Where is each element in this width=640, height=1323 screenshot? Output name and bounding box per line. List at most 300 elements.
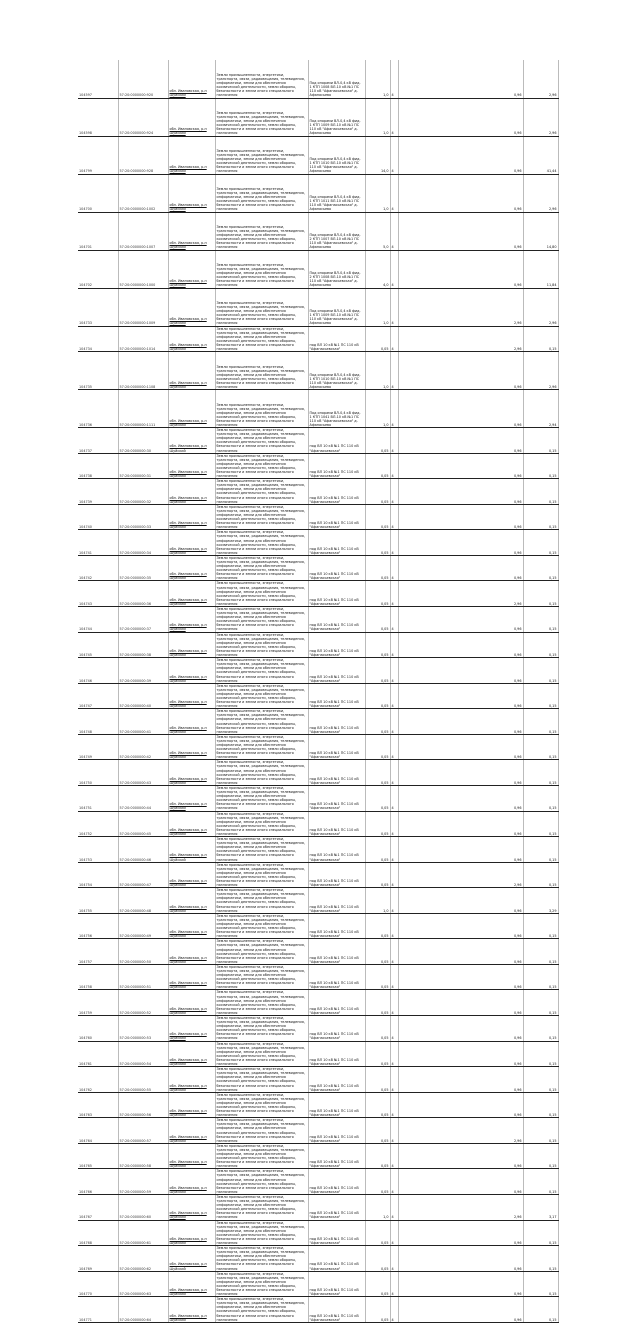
address-cell: обл. Ивановская, р-н Шуйский <box>168 811 215 837</box>
sum-cell: 0,15 <box>523 837 558 863</box>
cadastral-number-cell: 57:20:0000000:40 <box>118 683 168 709</box>
empty-cell <box>398 60 460 98</box>
land-category-cell: Земли промышленности, энергетики, транспорта, связи, радиовещания, телевидения, информатики, земли для обеспечения космической деятельности, земли обороны, безопасности и земли иного специального назначения <box>215 658 308 684</box>
coefficient-cell: 4 <box>390 60 398 98</box>
land-category-cell: Земли промышленности, энергетики, транспорта, связи, радиовещания, телевидения, информатики, земли для обеспечения космической деятельности, земли обороны, безопасности и земли иного специального назначения <box>215 811 308 837</box>
rate-cell: 2,96 <box>495 862 523 888</box>
coefficient-cell: 4 <box>390 250 398 288</box>
rate-cell: 0,96 <box>495 964 523 990</box>
table-row <box>78 555 558 581</box>
empty-cell <box>398 607 460 633</box>
land-category-cell: Земли промышленности, энергетики, транспорта, связи, радиовещания, телевидения, информатики, земли для обеспечения космической деятельности, земли обороны, безопасности и земли иного специального назначения <box>215 428 308 454</box>
sum-cell: 0,15 <box>523 555 558 581</box>
address-cell: обл. Ивановская, р-н Шуйский <box>168 1220 215 1246</box>
cadastral-number-cell: 57:20:0000000:64 <box>118 1297 168 1323</box>
empty-cell <box>460 250 495 288</box>
permitted-use-cell: Под опорами ВЛ-0,4 кВ фид. 2 КТП 1007 ВЛ-10 кВ №1 ПС 110 кВ "Афанасьевская" д. Афанасьево <box>308 212 365 250</box>
address-cell: обл. Ивановская, р-н Шуйский <box>168 862 215 888</box>
coefficient-cell: 4 <box>390 1067 398 1093</box>
empty-cell <box>460 504 495 530</box>
land-category-cell: Земли промышленности, энергетики, транспорта, связи, радиовещания, телевидения, информатики, земли для обеспечения космической деятельности, земли обороны, безопасности и земли иного специального назначения <box>215 530 308 556</box>
table-row <box>78 888 558 914</box>
empty-cell <box>460 174 495 212</box>
empty-cell <box>398 1271 460 1297</box>
empty-cell <box>460 1118 495 1144</box>
empty-cell <box>398 1067 460 1093</box>
plot-id-cell: 104752 <box>78 811 118 837</box>
table-row <box>78 837 558 863</box>
empty-cell <box>398 632 460 658</box>
land-category-cell: Земли промышленности, энергетики, транспорта, связи, радиовещания, телевидения, информатики, земли для обеспечения космической деятельности, земли обороны, безопасности и земли иного специального назначения <box>215 479 308 505</box>
cadastral-number-cell: 57:20:0000000:54 <box>118 1041 168 1067</box>
rate-cell: 0,96 <box>495 632 523 658</box>
sum-cell: 2,96 <box>523 352 558 390</box>
address-cell: обл. Ивановская, р-н Шуйский <box>168 734 215 760</box>
empty-cell <box>460 683 495 709</box>
cadastral-number-cell: 57:20:0000000:55 <box>118 1067 168 1093</box>
coefficient-cell: 4 <box>390 555 398 581</box>
empty-cell <box>460 1143 495 1169</box>
permitted-use-cell: под ВЛ 10 кВ №1 ПС 110 кВ "Афанасьевская" <box>308 428 365 454</box>
empty-cell <box>460 811 495 837</box>
cadastral-number-cell: 57:20:0000000:44 <box>118 785 168 811</box>
sum-cell: 0,15 <box>523 862 558 888</box>
address-cell: обл. Ивановская, р-н Шуйский <box>168 453 215 479</box>
empty-cell <box>460 1194 495 1220</box>
address-cell: обл. Ивановская, р-н Шуйский <box>168 555 215 581</box>
area-cell: 0,05 <box>365 683 390 709</box>
cadastral-number-cell: 57:20:0000000:58 <box>118 1143 168 1169</box>
rate-cell: 0,96 <box>495 390 523 428</box>
rate-cell: 0,96 <box>495 734 523 760</box>
address-cell: обл. Ивановская, р-н Шуйский <box>168 390 215 428</box>
empty-cell <box>460 913 495 939</box>
land-category-cell: Земли промышленности, энергетики, транспорта, связи, радиовещания, телевидения, информатики, земли для обеспечения космической деятельности, земли обороны, безопасности и земли иного специального назначения <box>215 632 308 658</box>
table-row <box>78 1194 558 1220</box>
plot-id-cell: 104736 <box>78 390 118 428</box>
address-cell: обл. Ивановская, р-н Шуйский <box>168 1016 215 1042</box>
empty-cell <box>460 632 495 658</box>
cadastral-number-cell: 57:20:0000000:1000 <box>118 250 168 288</box>
empty-cell <box>460 352 495 390</box>
area-cell: 0,05 <box>365 913 390 939</box>
sum-cell: 0,15 <box>523 709 558 735</box>
rate-cell: 0,96 <box>495 98 523 136</box>
table-row <box>78 1169 558 1195</box>
cadastral-number-cell: 57:20:0000000:928 <box>118 136 168 174</box>
plot-id-cell: 104746 <box>78 658 118 684</box>
permitted-use-cell: под ВЛ 10 кВ №1 ПС 110 кВ "Афанасьевская" <box>308 913 365 939</box>
plot-id-cell: 104702 <box>78 250 118 288</box>
land-category-cell: Земли промышленности, энергетики, транспорта, связи, радиовещания, телевидения, информатики, земли для обеспечения космической деятельности, земли обороны, безопасности и земли иного специального назначения <box>215 326 308 352</box>
rate-cell: 0,96 <box>495 60 523 98</box>
area-cell: 0,05 <box>365 734 390 760</box>
coefficient-cell: 4 <box>390 1092 398 1118</box>
rate-cell: 2,96 <box>495 1118 523 1144</box>
permitted-use-cell: под ВЛ 10 кВ №1 ПС 110 кВ "Афанасьевская" <box>308 1194 365 1220</box>
sum-cell: 0,15 <box>523 453 558 479</box>
empty-cell <box>398 1118 460 1144</box>
empty-cell <box>398 1092 460 1118</box>
area-cell: 0,05 <box>365 1220 390 1246</box>
empty-cell <box>460 1246 495 1272</box>
permitted-use-cell: под ВЛ 10 кВ №1 ПС 110 кВ "Афанасьевская" <box>308 683 365 709</box>
empty-cell <box>460 939 495 965</box>
empty-cell <box>398 913 460 939</box>
permitted-use-cell: Под опорами ВЛ-0,4 кВ фид. 1 КТП 1010 ВЛ-10 кВ №1 ПС 110 кВ "Афанасьевская" д. Афанасьево <box>308 352 365 390</box>
sum-cell: 0,15 <box>523 760 558 786</box>
sum-cell: 0,15 <box>523 1092 558 1118</box>
plot-id-cell: 104744 <box>78 607 118 633</box>
plot-id-cell: 104737 <box>78 428 118 454</box>
table-row <box>78 990 558 1016</box>
cadastral-number-cell: 57:20:0000000:47 <box>118 862 168 888</box>
address-cell: обл. Ивановская, р-н Шуйский <box>168 60 215 98</box>
land-category-cell: Земли промышленности, энергетики, транспорта, связи, радиовещания, телевидения, информатики, земли для обеспечения космической деятельности, земли обороны, безопасности и земли иного специального назначения <box>215 862 308 888</box>
land-category-cell: Земли промышленности, энергетики, транспорта, связи, радиовещания, телевидения, информатики, земли для обеспечения космической деятельности, земли обороны, безопасности и земли иного специального назначения <box>215 453 308 479</box>
address-cell: обл. Ивановская, р-н Шуйский <box>168 326 215 352</box>
table-row <box>78 1143 558 1169</box>
cadastral-number-cell: 57:20:0000000:46 <box>118 837 168 863</box>
address-cell: обл. Ивановская, р-н Шуйский <box>168 174 215 212</box>
sum-cell: 0,15 <box>523 734 558 760</box>
area-cell: 0,05 <box>365 990 390 1016</box>
land-plot-table <box>78 60 559 1323</box>
table-row <box>78 581 558 607</box>
rate-cell: 0,96 <box>495 428 523 454</box>
table-row <box>78 479 558 505</box>
address-cell: обл. Ивановская, р-н Шуйский <box>168 1143 215 1169</box>
empty-cell <box>398 530 460 556</box>
sum-cell: 0,15 <box>523 913 558 939</box>
table-body <box>78 60 558 1322</box>
address-cell: обл. Ивановская, р-н Шуйский <box>168 1194 215 1220</box>
empty-cell <box>398 1016 460 1042</box>
coefficient-cell: 4 <box>390 990 398 1016</box>
plot-id-cell: 104734 <box>78 326 118 352</box>
address-cell: обл. Ивановская, р-н Шуйский <box>168 990 215 1016</box>
empty-cell <box>460 709 495 735</box>
area-cell: 1,0 <box>365 390 390 428</box>
empty-cell <box>460 326 495 352</box>
table-row <box>78 1067 558 1093</box>
permitted-use-cell: под ВЛ 10 кВ №1 ПС 110 кВ "Афанасьевская" <box>308 530 365 556</box>
rate-cell: 0,96 <box>495 990 523 1016</box>
coefficient-cell: 4 <box>390 581 398 607</box>
coefficient-cell: 4 <box>390 734 398 760</box>
rate-cell: 0,96 <box>495 555 523 581</box>
permitted-use-cell: под ВЛ 10 кВ №1 ПС 110 кВ "Афанасьевская" <box>308 709 365 735</box>
empty-cell <box>460 734 495 760</box>
address-cell: обл. Ивановская, р-н Шуйский <box>168 530 215 556</box>
cadastral-number-cell: 57:20:0000000:61 <box>118 1220 168 1246</box>
address-cell: обл. Ивановская, р-н Шуйский <box>168 428 215 454</box>
coefficient-cell: 4 <box>390 760 398 786</box>
cadastral-number-cell: 57:20:0000000:30 <box>118 428 168 454</box>
permitted-use-cell: Под опорами ВЛ-0,4 кВ фид. 1 КТП 1009 ВЛ-10 кВ №1 ПС 110 кВ "Афанасьевская" д. Афанасьево <box>308 288 365 326</box>
permitted-use-cell: под ВЛ 10 кВ №1 ПС 110 кВ "Афанасьевская" <box>308 453 365 479</box>
coefficient-cell: 4 <box>390 1271 398 1297</box>
table-row <box>78 326 558 352</box>
coefficient-cell: 4 <box>390 913 398 939</box>
area-cell: 0,05 <box>365 862 390 888</box>
area-cell: 0,05 <box>365 658 390 684</box>
permitted-use-cell: под ВЛ 10 кВ №1 ПС 110 кВ "Афанасьевская" <box>308 479 365 505</box>
address-cell: обл. Ивановская, р-н Шуйский <box>168 136 215 174</box>
plot-id-cell: 104742 <box>78 555 118 581</box>
empty-cell <box>460 288 495 326</box>
rate-cell: 0,96 <box>495 1143 523 1169</box>
cadastral-number-cell: 57:20:0000000:1111 <box>118 390 168 428</box>
coefficient-cell: 4 <box>390 212 398 250</box>
empty-cell <box>460 1016 495 1042</box>
table-row <box>78 785 558 811</box>
address-cell: обл. Ивановская, р-н Шуйский <box>168 1118 215 1144</box>
table-row <box>78 658 558 684</box>
rate-cell: 0,96 <box>495 683 523 709</box>
empty-cell <box>398 990 460 1016</box>
coefficient-cell: 4 <box>390 1246 398 1272</box>
rate-cell: 0,96 <box>495 174 523 212</box>
rate-cell: 2,96 <box>495 581 523 607</box>
coefficient-cell: 4 <box>390 888 398 914</box>
area-cell: 0,05 <box>365 1297 390 1323</box>
rate-cell: 0,96 <box>495 1220 523 1246</box>
empty-cell <box>398 555 460 581</box>
plot-id-cell: 104739 <box>78 479 118 505</box>
sum-cell: 0,15 <box>523 811 558 837</box>
area-cell: 1,0 <box>365 288 390 326</box>
area-cell: 0,05 <box>365 555 390 581</box>
empty-cell <box>398 1220 460 1246</box>
rate-cell: 0,96 <box>495 760 523 786</box>
land-category-cell: Земли промышленности, энергетики, транспорта, связи, радиовещания, телевидения, информатики, земли для обеспечения космической деятельности, земли обороны, безопасности и земли иного специального назначения <box>215 98 308 136</box>
address-cell: обл. Ивановская, р-н Шуйский <box>168 1246 215 1272</box>
area-cell: 0,05 <box>365 1143 390 1169</box>
land-category-cell: Земли промышленности, энергетики, транспорта, связи, радиовещания, телевидения, информатики, земли для обеспечения космической деятельности, земли обороны, безопасности и земли иного специального назначения <box>215 1092 308 1118</box>
sum-cell: 0,15 <box>523 1118 558 1144</box>
sum-cell: 0,15 <box>523 1067 558 1093</box>
plot-id-cell: 104762 <box>78 1067 118 1093</box>
plot-id-cell: 104754 <box>78 862 118 888</box>
sum-cell: 0,15 <box>523 530 558 556</box>
permitted-use-cell: Под опорами ВЛ-0,4 кВ фид. 1 КТП 1010 ВЛ-10 кВ №1 ПС 110 кВ "Афанасьевская" д. Афанасьево <box>308 136 365 174</box>
coefficient-cell: 4 <box>390 785 398 811</box>
table-row <box>78 288 558 326</box>
plot-id-cell: 104766 <box>78 1169 118 1195</box>
coefficient-cell: 4 <box>390 326 398 352</box>
rate-cell: 0,96 <box>495 939 523 965</box>
empty-cell <box>460 888 495 914</box>
empty-cell <box>398 683 460 709</box>
empty-cell <box>460 1297 495 1323</box>
table-row <box>78 913 558 939</box>
empty-cell <box>398 174 460 212</box>
rate-cell: 0,96 <box>495 1067 523 1093</box>
land-category-cell: Земли промышленности, энергетики, транспорта, связи, радиовещания, телевидения, информатики, земли для обеспечения космической деятельности, земли обороны, безопасности и земли иного специального назначения <box>215 250 308 288</box>
land-category-cell: Земли промышленности, энергетики, транспорта, связи, радиовещания, телевидения, информатики, земли для обеспечения космической деятельности, земли обороны, безопасности и земли иного специального назначения <box>215 760 308 786</box>
coefficient-cell: 4 <box>390 136 398 174</box>
land-category-cell: Земли промышленности, энергетики, транспорта, связи, радиовещания, телевидения, информатики, земли для обеспечения космической деятельности, земли обороны, безопасности и земли иного специального назначения <box>215 913 308 939</box>
permitted-use-cell: под ВЛ 10 кВ №1 ПС 110 кВ "Афанасьевская" <box>308 1271 365 1297</box>
cadastral-number-cell: 57:20:0000000:34 <box>118 530 168 556</box>
permitted-use-cell: под ВЛ 10 кВ №1 ПС 110 кВ "Афанасьевская" <box>308 1092 365 1118</box>
cadastral-number-cell: 57:20:0000000:1009 <box>118 288 168 326</box>
coefficient-cell: 4 <box>390 837 398 863</box>
empty-cell <box>398 352 460 390</box>
address-cell: обл. Ивановская, р-н Шуйский <box>168 250 215 288</box>
permitted-use-cell: под ВЛ 10 кВ №1 ПС 110 кВ "Афанасьевская" <box>308 734 365 760</box>
permitted-use-cell: под ВЛ 10 кВ №1 ПС 110 кВ "Афанасьевская" <box>308 760 365 786</box>
cadastral-number-cell: 57:20:0000000:924 <box>118 98 168 136</box>
land-category-cell: Земли промышленности, энергетики, транспорта, связи, радиовещания, телевидения, информатики, земли для обеспечения космической деятельности, земли обороны, безопасности и земли иного специального назначения <box>215 1067 308 1093</box>
coefficient-cell: 4 <box>390 504 398 530</box>
area-cell: 0,05 <box>365 632 390 658</box>
area-cell: 0,05 <box>365 709 390 735</box>
plot-id-cell: 104770 <box>78 1271 118 1297</box>
cadastral-number-cell: 57:20:0000000:50 <box>118 939 168 965</box>
coefficient-cell: 4 <box>390 658 398 684</box>
rate-cell: 0,96 <box>495 212 523 250</box>
cadastral-number-cell: 57:20:0000000:35 <box>118 555 168 581</box>
address-cell: обл. Ивановская, р-н Шуйский <box>168 1041 215 1067</box>
coefficient-cell: 4 <box>390 98 398 136</box>
coefficient-cell: 4 <box>390 479 398 505</box>
empty-cell <box>398 1246 460 1272</box>
area-cell: 1,0 <box>365 174 390 212</box>
plot-id-cell: 104598 <box>78 98 118 136</box>
sum-cell: 2,96 <box>523 288 558 326</box>
plot-id-cell: 104749 <box>78 734 118 760</box>
sum-cell: 3,29 <box>523 888 558 914</box>
table-row <box>78 760 558 786</box>
sum-cell: 0,15 <box>523 1016 558 1042</box>
plot-id-cell: 104769 <box>78 1246 118 1272</box>
plot-id-cell: 104756 <box>78 913 118 939</box>
table-row <box>78 734 558 760</box>
empty-cell <box>398 1194 460 1220</box>
permitted-use-cell: под ВЛ 10 кВ №1 ПС 110 кВ "Афанасьевская" <box>308 632 365 658</box>
address-cell: обл. Ивановская, р-н Шуйский <box>168 1067 215 1093</box>
sum-cell: 2,94 <box>523 390 558 428</box>
plot-id-cell: 104747 <box>78 683 118 709</box>
area-cell: 1,0 <box>365 352 390 390</box>
table-row <box>78 632 558 658</box>
area-cell: 0,05 <box>365 581 390 607</box>
empty-cell <box>460 1220 495 1246</box>
cadastral-number-cell: 57:20:0000000:49 <box>118 913 168 939</box>
permitted-use-cell: под ВЛ 10 кВ №1 ПС 110 кВ "Афанасьевская" <box>308 326 365 352</box>
table-row <box>78 136 558 174</box>
table-row <box>78 862 558 888</box>
empty-cell <box>460 1067 495 1093</box>
coefficient-cell: 4 <box>390 862 398 888</box>
area-cell: 0,05 <box>365 428 390 454</box>
land-category-cell: Земли промышленности, энергетики, транспорта, связи, радиовещания, телевидения, информатики, земли для обеспечения космической деятельности, земли обороны, безопасности и земли иного специального назначения <box>215 607 308 633</box>
address-cell: обл. Ивановская, р-н Шуйский <box>168 98 215 136</box>
coefficient-cell: 4 <box>390 288 398 326</box>
plot-id-cell: 104768 <box>78 1220 118 1246</box>
land-category-cell: Земли промышленности, энергетики, транспорта, связи, радиовещания, телевидения, информатики, земли для обеспечения космической деятельности, земли обороны, безопасности и земли иного специального назначения <box>215 734 308 760</box>
area-cell: 0,05 <box>365 1041 390 1067</box>
empty-cell <box>398 811 460 837</box>
cadastral-number-cell: 57:20:0000000:56 <box>118 1092 168 1118</box>
rate-cell: 0,96 <box>495 837 523 863</box>
plot-id-cell: 104753 <box>78 837 118 863</box>
cadastral-number-cell: 57:20:0000000:1014 <box>118 326 168 352</box>
sum-cell: 0,15 <box>523 1246 558 1272</box>
table-row <box>78 1016 558 1042</box>
area-cell: 0,05 <box>365 939 390 965</box>
sum-cell: 0,15 <box>523 939 558 965</box>
rate-cell: 2,96 <box>495 326 523 352</box>
address-cell: обл. Ивановская, р-н Шуйский <box>168 760 215 786</box>
coefficient-cell: 4 <box>390 811 398 837</box>
rate-cell: 0,96 <box>495 913 523 939</box>
cadastral-number-cell: 57:20:0000000:37 <box>118 607 168 633</box>
table-row <box>78 1297 558 1323</box>
permitted-use-cell: под ВЛ 10 кВ №1 ПС 110 кВ "Афанасьевская" <box>308 939 365 965</box>
land-category-cell: Земли промышленности, энергетики, транспорта, связи, радиовещания, телевидения, информатики, земли для обеспечения космической деятельности, земли обороны, безопасности и земли иного специального назначения <box>215 709 308 735</box>
empty-cell <box>460 990 495 1016</box>
permitted-use-cell: под ВЛ 10 кВ №1 ПС 110 кВ "Афанасьевская" <box>308 811 365 837</box>
sum-cell: 3,17 <box>523 1194 558 1220</box>
land-category-cell: Земли промышленности, энергетики, транспорта, связи, радиовещания, телевидения, информатики, земли для обеспечения космической деятельности, земли обороны, безопасности и земли иного специального назначения <box>215 939 308 965</box>
permitted-use-cell: под ВЛ 10 кВ №1 ПС 110 кВ "Афанасьевская" <box>308 1297 365 1323</box>
rate-cell: 0,96 <box>495 1271 523 1297</box>
plot-id-cell: 104755 <box>78 888 118 914</box>
coefficient-cell: 4 <box>390 1169 398 1195</box>
permitted-use-cell: Под опорами ВЛ-0,4 кВ фид. 2 КТП 1008 ВЛ-10 кВ №1 ПС 110 кВ "Афанасьевская" д. Афанасьево <box>308 250 365 288</box>
coefficient-cell: 4 <box>390 607 398 633</box>
plot-id-cell: 104740 <box>78 504 118 530</box>
land-category-cell: Земли промышленности, энергетики, транспорта, связи, радиовещания, телевидения, информатики, земли для обеспечения космической деятельности, земли обороны, безопасности и земли иного специального назначения <box>215 1220 308 1246</box>
land-category-cell: Земли промышленности, энергетики, транспорта, связи, радиовещания, телевидения, информатики, земли для обеспечения космической деятельности, земли обороны, безопасности и земли иного специального назначения <box>215 1041 308 1067</box>
rate-cell: 0,96 <box>495 250 523 288</box>
sum-cell: 0,15 <box>523 479 558 505</box>
land-category-cell: Земли промышленности, энергетики, транспорта, связи, радиовещания, телевидения, информатики, земли для обеспечения космической деятельности, земли обороны, безопасности и земли иного специального назначения <box>215 888 308 914</box>
coefficient-cell: 4 <box>390 1143 398 1169</box>
area-cell: 0,05 <box>365 811 390 837</box>
address-cell: обл. Ивановская, р-н Шуйский <box>168 939 215 965</box>
cadastral-number-cell: 57:20:0000000:39 <box>118 658 168 684</box>
empty-cell <box>398 98 460 136</box>
land-category-cell: Земли промышленности, энергетики, транспорта, связи, радиовещания, телевидения, информатики, земли для обеспечения космической деятельности, земли обороны, безопасности и земли иного специального назначения <box>215 390 308 428</box>
cadastral-number-cell: 57:20:0000000:59 <box>118 1169 168 1195</box>
land-category-cell: Земли промышленности, энергетики, транспорта, связи, радиовещания, телевидения, информатики, земли для обеспечения космической деятельности, земли обороны, безопасности и земли иного специального назначения <box>215 60 308 98</box>
table-row <box>78 1271 558 1297</box>
table-row <box>78 504 558 530</box>
sum-cell: 0,15 <box>523 632 558 658</box>
permitted-use-cell: под ВЛ 10 кВ №1 ПС 110 кВ "Афанасьевская" <box>308 658 365 684</box>
address-cell: обл. Ивановская, р-н Шуйский <box>168 504 215 530</box>
plot-id-cell: 104761 <box>78 1041 118 1067</box>
sum-cell: 0,15 <box>523 1271 558 1297</box>
empty-cell <box>398 504 460 530</box>
plot-id-cell: 104760 <box>78 1016 118 1042</box>
sum-cell: 0,15 <box>523 326 558 352</box>
area-cell: 0,05 <box>365 1067 390 1093</box>
plot-id-cell: 104759 <box>78 990 118 1016</box>
cadastral-number-cell: 57:20:0000000:45 <box>118 811 168 837</box>
cadastral-number-cell: 57:20:0000000:33 <box>118 504 168 530</box>
sum-cell: 0,15 <box>523 785 558 811</box>
area-cell: 14,0 <box>365 136 390 174</box>
rate-cell: 0,96 <box>495 709 523 735</box>
empty-cell <box>398 1143 460 1169</box>
sum-cell: 0,15 <box>523 607 558 633</box>
table-row <box>78 352 558 390</box>
